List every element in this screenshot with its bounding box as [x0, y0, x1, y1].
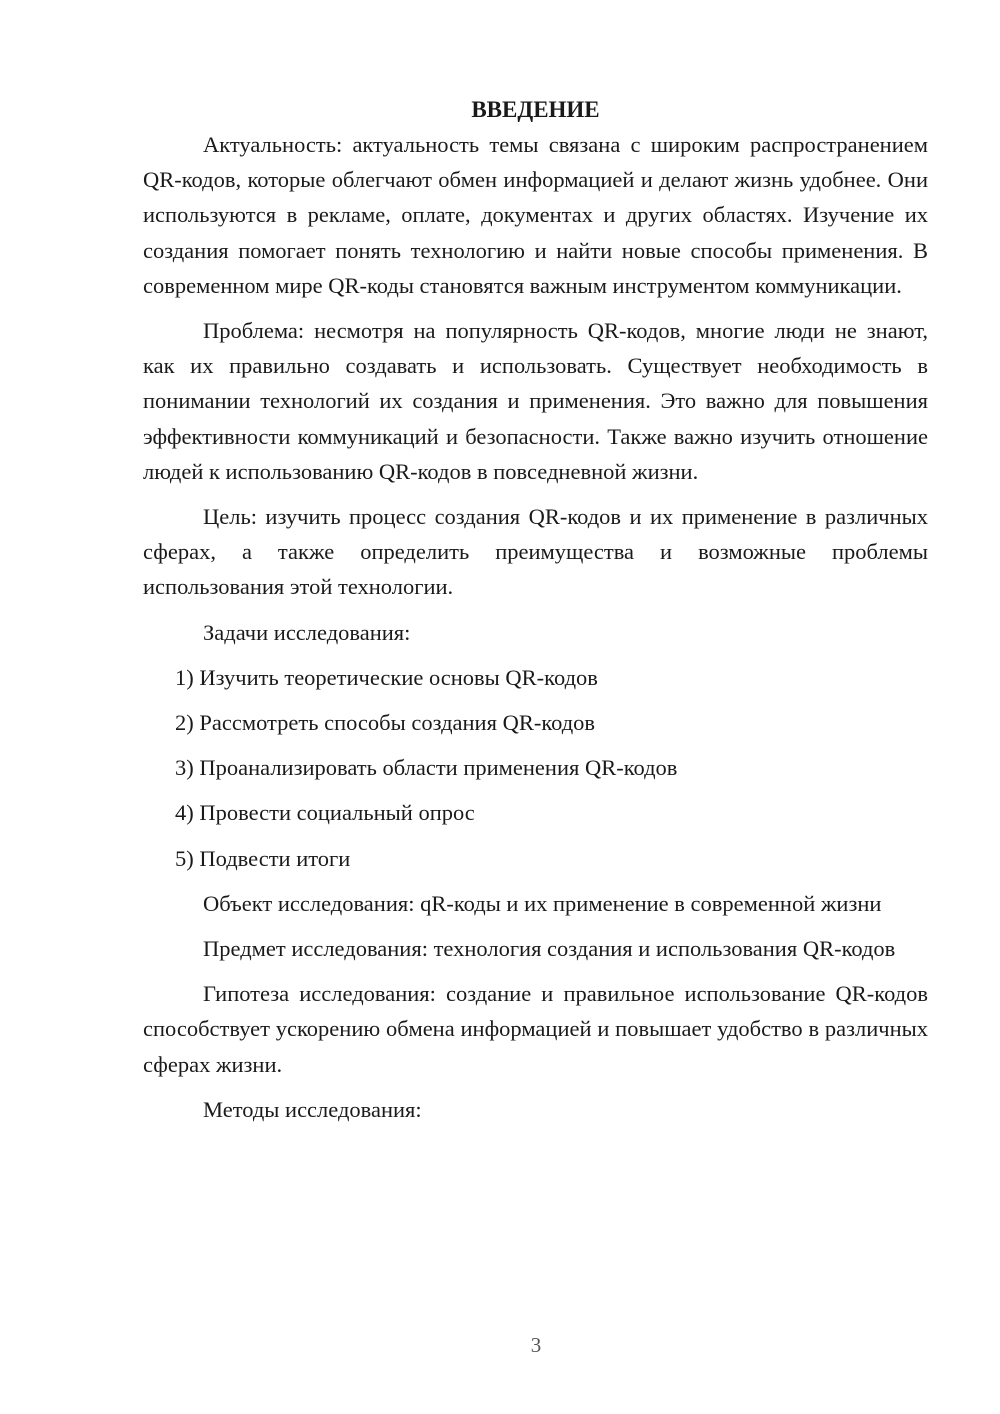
document-page: [143, 92, 928, 1137]
list-item: 5) Подвести итоги: [175, 845, 351, 871]
paragraph-object: Объект исследования: qR-коды и их применение в современной жизни: [203, 890, 882, 916]
list-item: 2) Рассмотреть способы создания QR-кодов: [175, 710, 596, 736]
list-item: 1) Изучить теоретические основы QR-кодов: [175, 664, 598, 690]
paragraph-hypothesis: Гипотеза исследования: создание и правильное использование QR-кодов способствует ускорению обмена информацией и повышает удобство в различных сферах жизни.: [143, 981, 928, 1077]
paragraph-problem: Проблема: несмотря на популярность QR-кодов, многие люди не знают, как их правильно создавать и использовать. Существует необходимость в понимании технологий их создания и применения. Это важно для повышения эффективности коммуникаций и безопасности. Также важно изучить отношение людей к использованию QR-кодов в повседневной жизни.: [143, 318, 928, 484]
tasks-list: [143, 660, 928, 876]
paragraph-tasks-intro: Задачи исследования:: [203, 619, 411, 645]
page-number: 3: [530, 1333, 542, 1357]
list-item: 4) Провести социальный опрос: [175, 800, 475, 826]
paragraph-methods: Методы исследования:: [203, 1096, 422, 1122]
paragraph-goal: Цель: изучить процесс создания QR-кодов и их применение в различных сферах, а также определить преимущества и возможные проблемы использования этой технологии.: [143, 504, 928, 600]
section-heading: ВВЕДЕНИЕ: [471, 97, 600, 122]
paragraph-relevance: Актуальность: актуальность темы связана с широким распространением QR-кодов, которые облегчают обмен информацией и делают жизнь удобнее. Они используются в рекламе, оплате, документах и других областях. Изучение их создания помогает понять технологию и найти новые способы применения. В современном мире QR-коды становятся важным инструментом коммуникации.: [143, 132, 928, 298]
paragraph-subject: Предмет исследования: технология создания и использования QR-кодов: [203, 936, 896, 962]
list-item: 3) Проанализировать области применения QR-кодов: [175, 755, 678, 781]
